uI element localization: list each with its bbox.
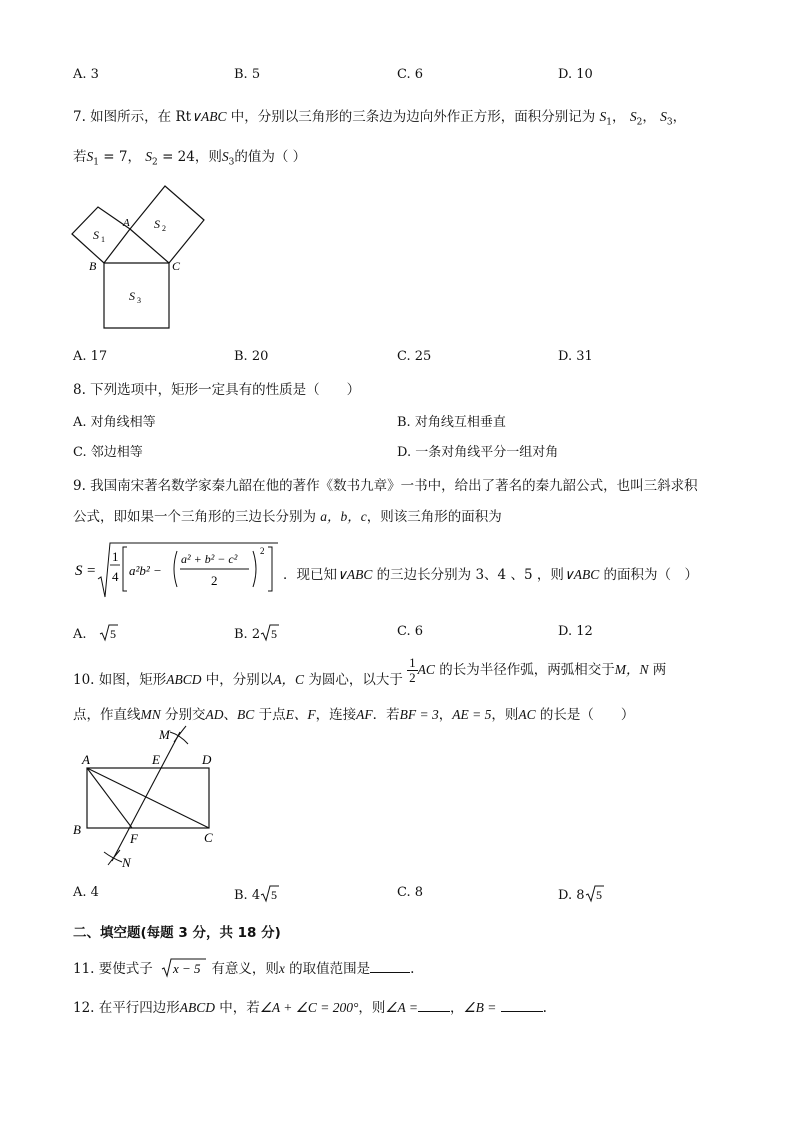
q10-ae: AE = 5 <box>452 707 492 722</box>
q7-line2-prefix: 若 <box>73 149 87 165</box>
q10-bc: BC <box>237 707 255 722</box>
q10-ac2: AC <box>518 707 536 722</box>
q10-l1-b: 中，分别以 <box>201 672 274 688</box>
q12-question <box>73 996 547 1016</box>
q12-angle-b: ∠B = <box>463 1000 497 1015</box>
q8-option-c: C. 邻边相等 <box>73 445 143 460</box>
q10-half-d: 2 <box>409 670 416 685</box>
q7-figure <box>65 180 215 335</box>
q7-sub1: 1 <box>606 117 613 128</box>
q7-triangle: ABC <box>200 109 227 124</box>
q10-line1 <box>73 656 666 692</box>
q7-label-a: A <box>123 217 130 229</box>
q7-l2-sub1: 1 <box>93 157 99 168</box>
q10-option-a: A. 4 <box>73 885 99 900</box>
q9-line2-suffix: ，则该三角形的面积为 <box>366 509 502 525</box>
q7-line2: 若$S_1 = 7$， $S_2 = 24$，则$S_3$的值为（ ） <box>73 149 307 168</box>
q9-after-suffix: 的面积为（ ） <box>599 567 699 583</box>
q10-line-mn <box>112 732 180 861</box>
q9-lbracket <box>123 547 127 591</box>
q8-option-a: A. 对角线相等 <box>73 415 156 430</box>
q11-answer-blank[interactable] <box>370 972 410 973</box>
q10-option-d-label: D. 8 <box>558 888 585 903</box>
q9-line2 <box>73 505 502 525</box>
q10-label-d: D <box>202 752 212 767</box>
q9-option-a-sqrt <box>99 624 119 642</box>
q12-para: ABCD <box>179 1000 216 1015</box>
q12-mid: 中，若 <box>215 1000 260 1016</box>
q10-diagonal-ac <box>87 768 209 828</box>
q10-option-b-label: B. 4 <box>234 888 261 903</box>
q10-option-d <box>558 885 605 903</box>
q9-rbracket <box>268 547 272 591</box>
q12-end: . <box>542 1000 547 1016</box>
q10-mn-pts: M，N <box>614 662 649 677</box>
q7-square-s2 <box>130 186 204 263</box>
q9-tri-2: ABC <box>573 567 600 582</box>
q7-text: 7. 如图所示，在 Rt <box>73 109 192 125</box>
q10-figure <box>68 722 228 872</box>
q7-eq1: = 7 <box>103 149 128 165</box>
q10-label-c: C <box>204 830 213 845</box>
q7-line2-suffix: 的值为（ ） <box>234 149 307 165</box>
q10-label-m: M <box>159 727 170 742</box>
q9-frac-d: 4 <box>112 569 119 584</box>
q8-option-b: B. 对角线互相垂直 <box>397 415 506 430</box>
q7-option-b: B. 20 <box>234 349 269 364</box>
q10-arc-n1 <box>104 852 122 862</box>
q10-l1-a: 10. 如图，矩形 <box>73 672 167 688</box>
q12-sep: ， <box>450 1000 464 1016</box>
q12-answer-b-blank[interactable] <box>501 1011 543 1012</box>
q7-l2-sub3: 3 <box>228 157 235 168</box>
q7-sub3: 3 <box>666 117 673 128</box>
q10-option-d-sqrt <box>585 885 605 903</box>
q9-vars: a，b，c <box>320 509 367 524</box>
q7-label-s2-sub: 2 <box>162 224 166 233</box>
q9-option-d: D. 12 <box>558 624 593 639</box>
q9-after: ．现已知∨ABC 的三边长分别为 3、4 、5 ，则∨ABC 的面积为（ ） <box>283 567 699 583</box>
q9-option-b <box>234 624 280 642</box>
q10-segment-af <box>87 768 132 828</box>
q10-label-f: F <box>130 831 138 846</box>
q9-den: 2 <box>211 573 218 588</box>
q7-sub2: 2 <box>636 117 643 128</box>
q10-line2 <box>73 703 634 723</box>
q10-l2-f: ．若 <box>372 707 400 723</box>
q7-label-s1-sub: 1 <box>101 235 105 244</box>
q10-ac: AC <box>417 662 435 677</box>
q7-label-b: B <box>89 259 97 273</box>
q9-option-b-label: B. 2 <box>234 627 261 642</box>
q12-answer-a-blank[interactable] <box>418 1011 450 1012</box>
q10-option-b-sqrt <box>260 885 280 903</box>
q9-tri: ABC <box>346 567 373 582</box>
q9-after-prefix: ．现已知 <box>283 567 337 583</box>
q9-formula-svg <box>73 541 283 601</box>
q10-ef: E、F <box>285 707 316 722</box>
q7-label-s1: S <box>93 228 99 242</box>
q7-option-a: A. 17 <box>73 349 108 364</box>
q11-suffix: 的取值范围是 <box>284 961 371 977</box>
q12-prefix: 12. 在平行四边形 <box>73 1000 180 1016</box>
q10-l2-h: ，则 <box>491 707 519 723</box>
q10-l2-a: 点，作直线 <box>73 707 141 723</box>
q10-l2-c: 、 <box>223 707 238 723</box>
q10-option-d-rad: 5 <box>595 888 602 902</box>
q10-l2-b: 分别交 <box>160 707 206 723</box>
q10-l1-e: 两 <box>648 662 667 678</box>
q7-l2-s3: S <box>221 149 229 164</box>
q7-option-d: D. 31 <box>558 349 593 364</box>
q7-label-s3-sub: 3 <box>137 296 141 305</box>
q7-l2-s2: S <box>145 149 153 164</box>
section-heading: 二、填空题(每题 3 分，共 18 分) <box>73 925 281 941</box>
q10-half <box>407 656 418 685</box>
q10-bf: BF = 3 <box>399 707 439 722</box>
q11-prefix: 11. 要使式子 <box>73 961 153 977</box>
q10-label-b: B <box>73 822 81 837</box>
q10-l2-e: ，连接 <box>315 707 357 723</box>
q10-l2-d: 于点 <box>254 707 286 723</box>
q10-label-a: A <box>82 752 90 767</box>
q9-s: S <box>75 563 83 579</box>
q9-rparen <box>253 551 256 587</box>
q7-label-s3: S <box>129 289 135 303</box>
q9-line2-prefix: 公式，即如果一个三角形的三边长分别为 <box>73 509 316 525</box>
q12-cond: ∠A + ∠C = 200° <box>259 1000 359 1015</box>
q9-option-b-rad: 5 <box>271 627 278 641</box>
q10-ad: AD <box>205 707 224 722</box>
q7-label-s2: S <box>154 217 160 231</box>
q9-option-a <box>73 624 119 642</box>
q10-l2-g: ， <box>438 707 453 723</box>
q10-option-b-rad: 5 <box>271 888 278 902</box>
q7-label-c: C <box>172 259 181 273</box>
q9-lparen <box>174 551 177 587</box>
q10-pts: A，C <box>273 672 305 687</box>
q10-rect: ABCD <box>166 672 202 687</box>
q7-line1: 7. 如图所示，在 Rt∨ABC 中，分别以三角形的三条边为边向外作正方形，面积分别记为 $S_1$， $S_2$， $S_3$， <box>73 109 687 128</box>
q9-line1: 9. 我国南宋著名数学家秦九韶在他的著作《数书九章》一书中，给出了著名的秦九韶公式，也叫三斜求积 <box>73 478 698 494</box>
q11-sqrt <box>161 958 207 978</box>
q9-frac-n: 1 <box>112 549 119 564</box>
q7-l2-s1: S <box>86 149 94 164</box>
q9-option-a-label: A. <box>73 627 87 642</box>
q8-option-d: D. 一条对角线平分一组对角 <box>397 445 559 460</box>
q12-angle-a: ∠A = <box>385 1000 418 1015</box>
q7-text-2: 中，分别以三角形的三条边为边向外作正方形，面积分别记为 <box>226 109 596 125</box>
q9-square: 2 <box>260 546 265 556</box>
q10-arc-n2 <box>108 850 120 865</box>
q11-radicand: x − 5 <box>173 961 201 976</box>
q7-s2: S <box>629 109 637 124</box>
q9-option-a-rad: 5 <box>109 627 116 641</box>
q11-x: x <box>278 961 285 976</box>
q6-option-a: A. 3 <box>73 67 99 82</box>
q10-label-e: E <box>152 752 160 767</box>
q10-l1-c: 为圆心，以大于 <box>304 672 403 688</box>
q11-question <box>73 957 414 978</box>
q10-l2-i: 的长是（ ） <box>535 707 635 723</box>
q8-question: 8. 下列选项中，矩形一定具有的性质是（ ） <box>73 382 361 398</box>
q9-option-c: C. 6 <box>397 624 424 639</box>
q11-mid: 有意义，则 <box>207 961 279 977</box>
q10-half-n: 1 <box>409 655 416 670</box>
q11-end: . <box>410 961 415 977</box>
q7-line2-mid: ，则 <box>194 149 222 165</box>
q10-mn: MN <box>140 707 161 722</box>
q10-af: AF <box>356 707 373 722</box>
q7-eq2: = 24 <box>162 149 195 165</box>
q12-mid2: ，则 <box>358 1000 386 1016</box>
q9-option-b-sqrt <box>260 624 280 642</box>
q10-label-n: N <box>122 855 131 870</box>
q10-l1-d: 的长为半径作弧，两弧相交于 <box>434 662 615 678</box>
q10-option-c: C. 8 <box>397 885 424 900</box>
q9-eq: = <box>87 563 96 579</box>
q7-s1: S <box>599 109 607 124</box>
q7-l2-sub2: 2 <box>152 157 158 168</box>
q7-option-c: C. 25 <box>397 349 432 364</box>
q9-num: a² + b² − c² <box>181 552 238 566</box>
q6-option-d: D. 10 <box>558 67 593 82</box>
q6-option-b: B. 5 <box>234 67 261 82</box>
q10-option-b <box>234 885 280 903</box>
q9-a2b2: a²b² − <box>129 563 162 578</box>
q6-option-c: C. 6 <box>397 67 424 82</box>
q9-after-mid: 的三边长分别为 3、4 、5 ，则 <box>372 567 564 583</box>
q7-s3: S <box>660 109 667 124</box>
